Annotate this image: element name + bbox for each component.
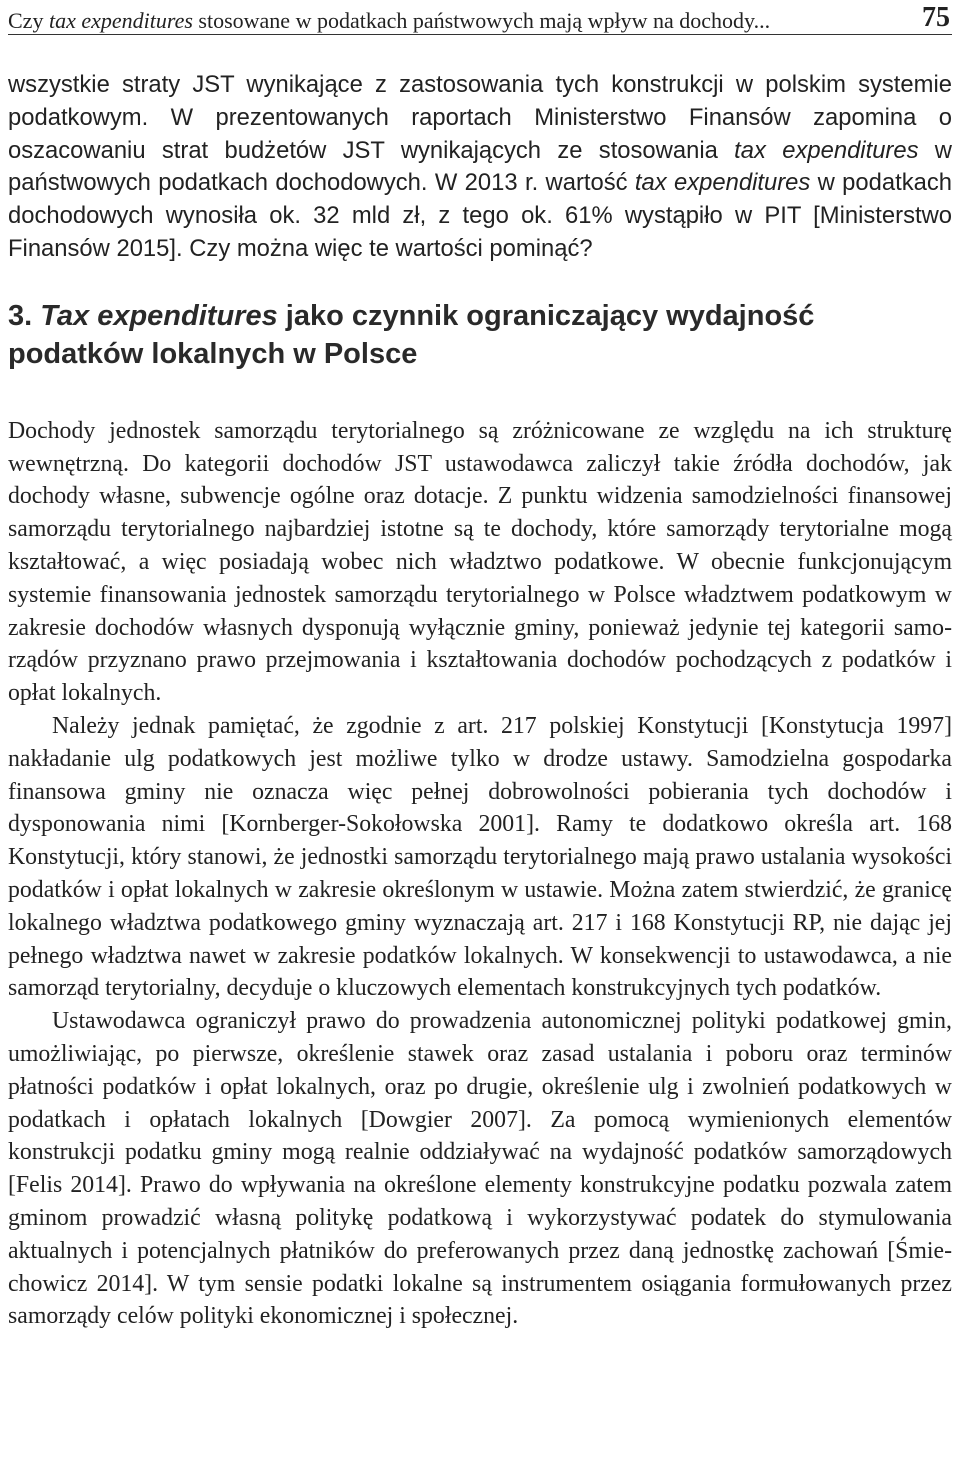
intro-text-2: w państwowych podatkach dochodowych. W 2013 r. wartość: [8, 136, 952, 197]
intro-text-1: wszystkie straty JST wynikające z zastosowania tych konstrukcji w polskim systemie podatkowym. W prezentowanych raportach Ministerstwo Finansów zapomina o oszacowaniu strat budżetów JST wynikających ze stosowania: [8, 71, 952, 164]
body-paragraph-3: Ustawodawca ograniczył prawo do prowadzenia autonomicznej polityki podatkowej gmin, umożliwiając, po pierwsze, określenie stawek oraz zasad ustalania i poboru oraz terminów płatności podatków i opłat lokalnych, oraz po drugie, określenie ulg i zwolnień podatkowych w podatkach i opłatach lokalnych [Dowgier 2007]. Za pomocą wymienionych elementów konstrukcji podatku gminy mogą realnie oddziaływać na wydajność podatków samorządowych [Felis 2014]. Prawo do wpływania na określone elementy konstrukcyjne podatku pozwala zatem gminom prowadzić własną politykę podatkową i wykorzystywać podatek do stymulowania aktualnych i potencjalnych płatników do preferowanych przez daną jednostkę zachowań [Śmiechowicz 2014]. W tym sensie podatki lokalne są instrumentem osiągania formułowanych przez samorządy celów polityki ekonomicznej i społecznej.: [8, 1008, 952, 1330]
intro-italic-2: tax expenditures: [634, 169, 811, 197]
body-paragraph-1: Dochody jednostek samorządu terytorialnego są zróżnicowane ze względu na ich strukturę wewnętrzną. Do kategorii dochodów JST ustawodawca zaliczył takie źródła dochodów, jak dochody własne, subwencje ogólne oraz dotacje. Z punktu widzenia samodzielności finansowej samorządu terytorialnego najbardziej istotne są te dochody, które samorządy terytorialne mogą kształtować, a więc posiadają wobec nich władztwo podatkowe. W obecnie funkcjonującym systemie finansowania jednostek samorządu terytorialnego w Polsce władztwem podatkowym w zakresie dochodów własnych dysponują wyłącznie gminy, ponieważ jedynie tej kategorii samorządów przyznano prawo przejmowania i kształtowania dochodów pochodzących z podatków i opłat lokalnych.: [8, 417, 952, 707]
running-header: [8, 0, 952, 35]
intro-text-3: w podatkach dochodowych wynosiła ok. 32 mld zł, z tego ok. 61% wystąpiło w PIT [Ministerstwo Finansów 2015]. Czy można więc te wartości pominąć?: [8, 169, 952, 262]
section-heading: [8, 297, 952, 373]
running-title-italic: tax expenditures: [48, 8, 193, 33]
running-title-prefix: Czy: [8, 8, 49, 33]
section-title-text: jako czynnik ograniczający wydajność podatków lokalnych w Polsce: [8, 299, 815, 370]
page-content: [8, 69, 952, 1333]
running-title-suffix: stosowane w podatkach państwowych mają wpływ na dochody...: [192, 8, 771, 33]
section-title-italic: Tax expenditures: [40, 299, 278, 332]
section-number: 3.: [8, 299, 41, 332]
body-paragraph-2: Należy jednak pamiętać, że zgodnie z art. 217 polskiej Konstytucji [Konstytucja 1997] nakładanie ulg podatkowych jest możliwe tylko w drodze ustawy. Samodzielna gospodarka finansowa gminy nie oznacza więc pełnej dobrowolności pobierania tych dochodów i dysponowania nimi [Kornberger-Sokołowska 2001]. Ramy te dodatkowo określa art. 168 Konstytucji, który stanowi, że jednostki samorządu terytorialnego mają prawo ustalania wysokości podatków i opłat lokalnych w zakresie określonym w ustawie. Można zatem stwierdzić, że granicę lokalnego władztwa podatkowego gminy wyznaczają art. 217 i 168 Konstytucji RP, nie dając jej pełnego władztwa nawet w zakresie podatków lokalnych. W konsekwencji to ustawodawca, a nie samorząd terytorialny, decyduje o kluczowych elementach konstrukcyjnych tych podatków.: [8, 712, 952, 1002]
page-number: 75: [922, 2, 950, 33]
intro-paragraph: [8, 69, 952, 266]
running-title: [8, 8, 770, 34]
intro-italic-1: tax expenditures: [734, 136, 919, 164]
